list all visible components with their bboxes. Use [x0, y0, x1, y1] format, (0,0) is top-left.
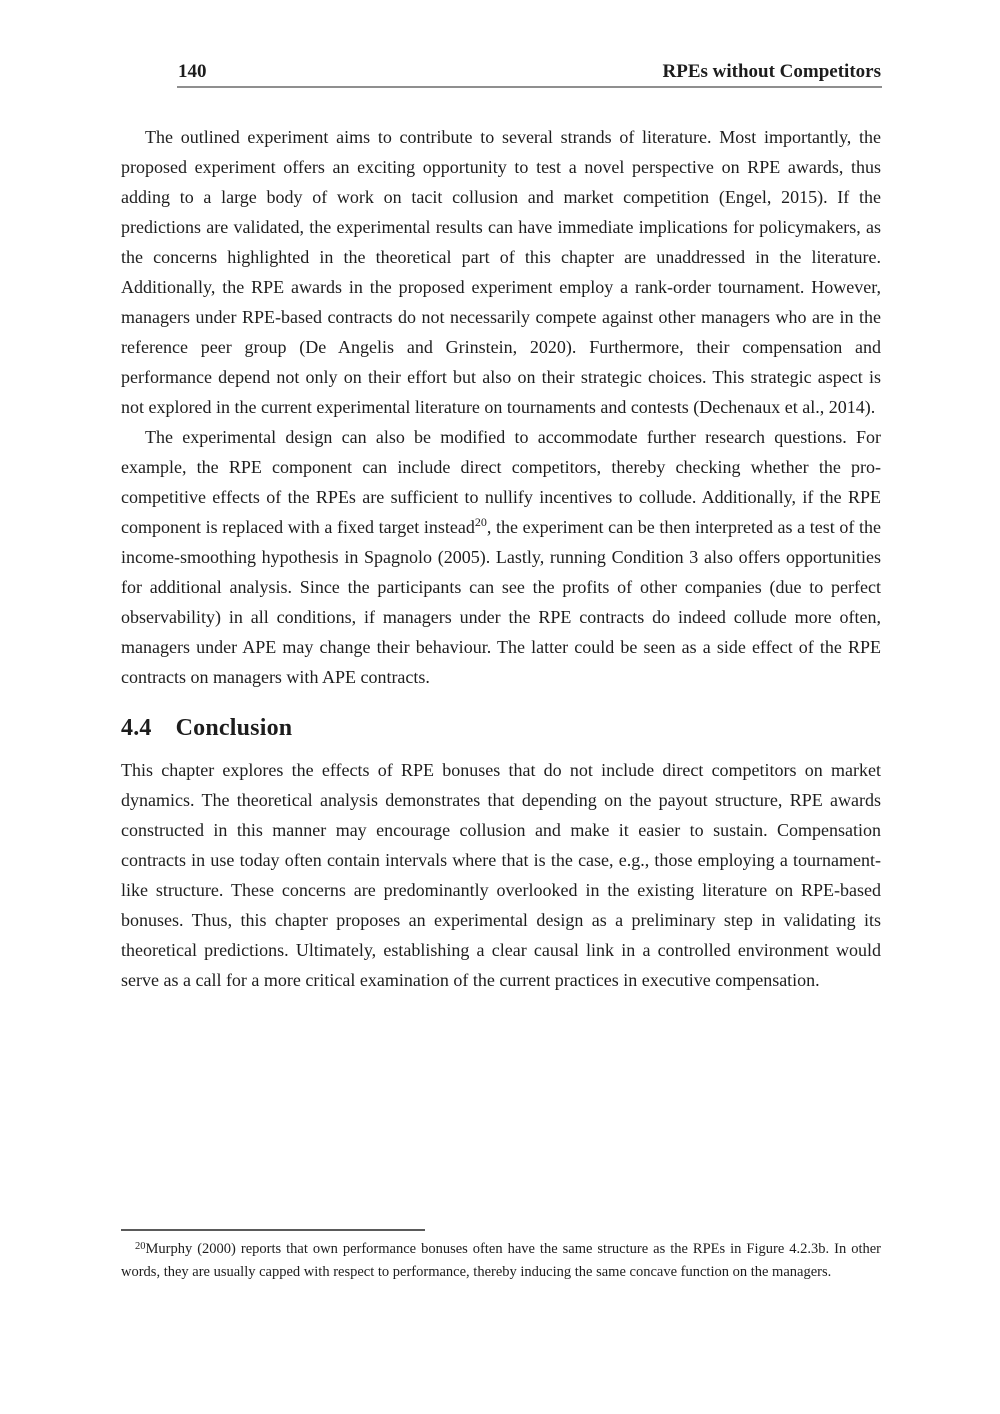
footnote	[121, 1238, 881, 1284]
paragraph-design-extensions	[121, 422, 881, 692]
paragraph-text: , the experiment can be then interpreted as a test of the income-smoothing hypothesis in Spagnolo (2005). Lastly, running Condition 3 also offers opportunities for additional analysis. Since the participants can see the profits of other companies (due to perfect observability) in all conditions, if managers under the RPE contracts do indeed collude more often, managers under APE may change their behaviour. The latter could be seen as a side effect of the RPE contracts on managers with APE contracts.	[121, 517, 881, 687]
header-rule	[177, 86, 882, 88]
section-title: Conclusion	[175, 715, 293, 741]
paragraph-conclusion: This chapter explores the effects of RPE bonuses that do not include direct competitors on market dynamics. The theoretical analysis demonstrates that depending on the payout structure, RPE awards constructed in this manner may encourage collusion and make it easier to sustain. Compensation contracts in use today often contain intervals where that is the case, e.g., those employing a tournament-like structure. These concerns are predominantly overlooked in the existing literature on RPE-based bonuses. Thus, this chapter proposes an experimental design as a preliminary step in validating its theoretical predictions. Ultimately, establishing a clear causal link in a controlled environment would serve as a call for a more critical examination of the current practices in executive compensation.	[121, 760, 881, 990]
section-number: 4.4	[121, 715, 152, 741]
section-heading	[121, 712, 881, 744]
page-body	[121, 122, 881, 995]
footnote-rule	[121, 1229, 425, 1231]
paragraph-literature: The outlined experiment aims to contribute to several strands of literature. Most importantly, the proposed experiment offers an exciting opportunity to test a novel perspective on RPE awards, thus adding to a large body of work on tacit collusion and market competition (Engel, 2015). If the predictions are validated, the experimental results can have immediate implications for policymakers, as the concerns highlighted in the theoretical part of this chapter are unaddressed in the literature. Additionally, the RPE awards in the proposed experiment employ a rank-order tournament. However, managers under RPE-based contracts do not necessarily compete against other managers who are in the reference peer group (De Angelis and Grinstein, 2020). Furthermore, their compensation and performance depend not only on their effort but also on their strategic choices. This strategic aspect is not explored in the current experimental literature on tournaments and contests (Dechenaux et al., 2014).	[121, 127, 881, 417]
footnote-marker: 20	[135, 1241, 146, 1252]
footnote-reference[interactable]: 20	[474, 515, 487, 529]
page-header	[178, 60, 881, 84]
page-number: 140	[178, 61, 207, 82]
paragraph-text: The experimental design can also be modified to accommodate further research questions. For example, the RPE component can include direct competitors, thereby checking whether the pro-competitive effects of the RPEs are sufficient to nullify incentives to collude. Additionally, if the RPE component is replaced with a fixed target instead	[121, 427, 881, 537]
running-title: RPEs without Competitors	[662, 61, 881, 82]
footnote-area	[121, 1229, 881, 1284]
footnote-text: Murphy (2000) reports that own performance bonuses often have the same structure as the RPEs in Figure 4.2.3b. In other words, they are usually capped with respect to performance, thereby inducing the same concave function on the managers.	[121, 1241, 881, 1280]
